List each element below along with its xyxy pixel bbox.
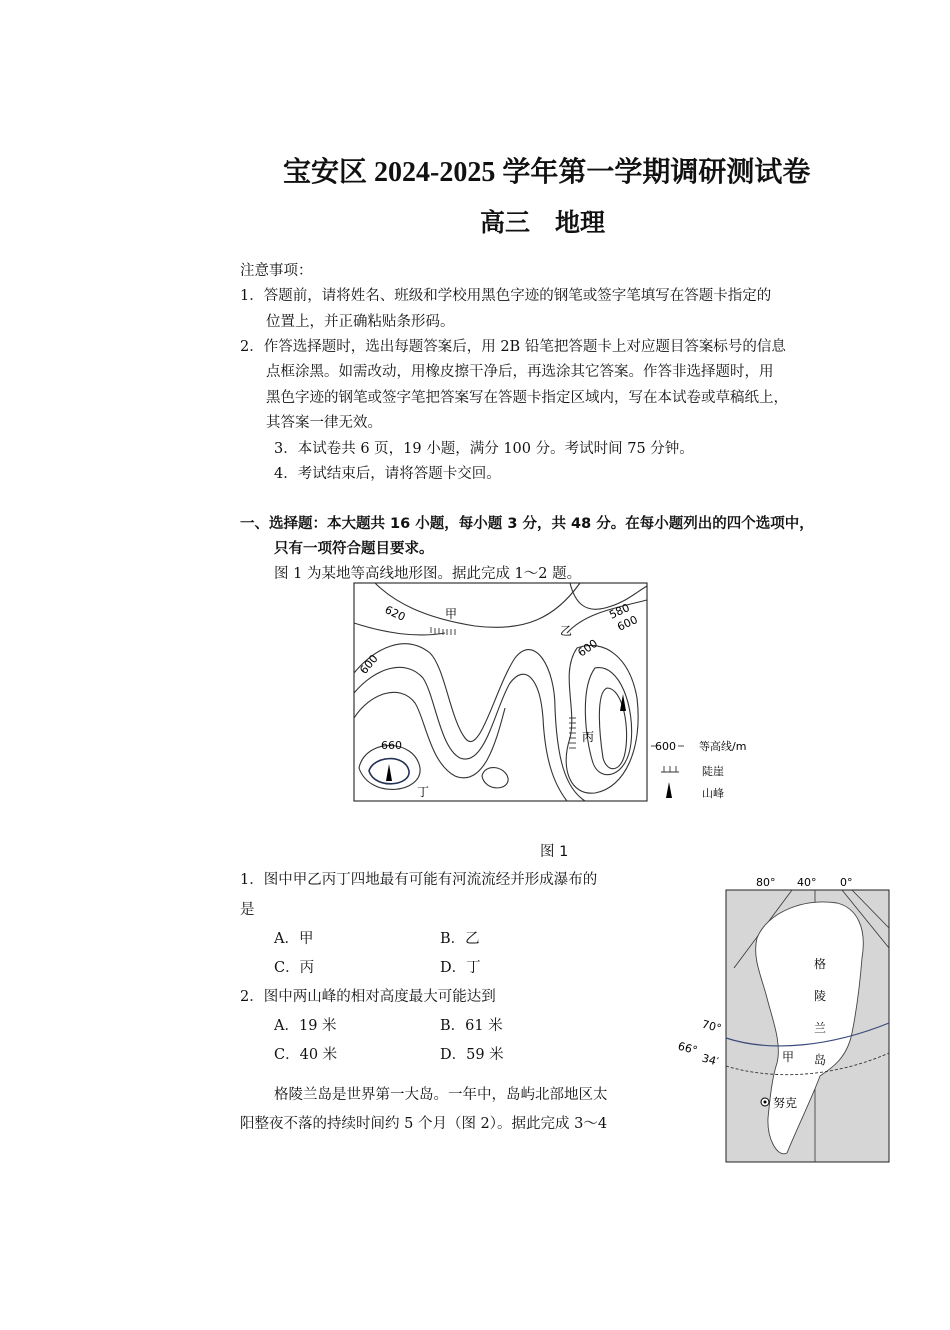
lat-label-66-minutes: 34′	[700, 1051, 720, 1069]
section-heading: 只有一项符合题目要求。	[274, 541, 434, 557]
q1-stem: 1．图中甲乙丙丁四地最有可能有河流流经并形成瀑布的	[240, 872, 598, 888]
place-label-yi: 乙	[560, 624, 573, 638]
contour-label-580: 580	[607, 601, 632, 622]
legend-peak-label: 山峰	[702, 787, 724, 800]
q2-stem: 2．图中两山峰的相对高度最大可能达到	[240, 989, 496, 1005]
island-name-char: 陵	[814, 989, 827, 1003]
contour-label-600-right: 600	[575, 636, 601, 660]
legend-cliff-label: 陡崖	[702, 765, 724, 778]
island-name-char: 兰	[814, 1021, 827, 1035]
exam-subtitle: 高三 地理	[480, 208, 606, 237]
place-label-ding: 丁	[417, 785, 430, 799]
island-name-char: 格	[814, 957, 827, 971]
city-label-nuuk: 努克	[773, 1096, 798, 1110]
legend-contour-label: 等高线/m	[699, 740, 747, 753]
lat-label-70: 70°	[700, 1017, 723, 1036]
notice-line: 点框涂黑。如需改动，用橡皮擦干净后，再选涂其它答案。作答非选择题时，用	[266, 364, 774, 380]
legend-peak-icon	[666, 782, 672, 798]
q1-option-b[interactable]: B．乙	[440, 931, 480, 947]
figure1-caption: 图 1	[540, 844, 569, 860]
notice-line: 4．考试结束后，请将答题卡交回。	[274, 466, 501, 482]
q2-option-c[interactable]: C．40 米	[274, 1047, 338, 1063]
notice-line: 2．作答选择题时，选出每题答案后，用 2B 铅笔把答题卡上对应题目答案标号的信息	[240, 339, 786, 355]
q1-option-c[interactable]: C．丙	[274, 960, 315, 976]
notice-line: 3．本试卷共 6 页，19 小题，满分 100 分。考试时间 75 分钟。	[274, 441, 694, 457]
notice-line: 黑色字迹的钢笔或签字笔把答案写在答题卡指定区域内，写在本试卷或草稿纸上，	[266, 390, 788, 406]
contour-label-620: 620	[382, 603, 408, 624]
passage-line: 阳整夜不落的持续时间约 5 个月（图 2）。据此完成 3～4	[240, 1116, 608, 1132]
figure1-intro: 图 1 为某地等高线地形图。据此完成 1～2 题。	[274, 566, 582, 582]
lon-label-0: 0°	[840, 876, 853, 889]
figure2-greenland-map	[672, 868, 898, 1168]
q1-option-d[interactable]: D．丁	[440, 960, 481, 976]
lon-label-40: 40°	[797, 876, 817, 889]
q2-option-b[interactable]: B．61 米	[440, 1018, 503, 1034]
notice-line: 1．答题前，请将姓名、班级和学校用黑色字迹的钢笔或签字笔填写在答题卡指定的	[240, 288, 772, 304]
notice-line: 位置上，并正确粘贴条形码。	[266, 314, 455, 330]
legend-cliff-icon	[661, 766, 679, 772]
q2-option-a[interactable]: A．19 米	[274, 1018, 337, 1034]
figure1-contour-map	[345, 578, 765, 810]
notice-line: 其答案一律无效。	[266, 415, 382, 431]
island-name-char: 岛	[814, 1053, 827, 1067]
place-label-bing: 丙	[582, 730, 595, 744]
lon-label-80: 80°	[756, 876, 776, 889]
peak-marker-left	[386, 764, 392, 781]
place-label-jia-map2: 甲	[782, 1050, 795, 1064]
notice-heading: 注意事项：	[240, 263, 313, 279]
contour-label-600: 600	[357, 652, 381, 677]
passage-line: 格陵兰岛是世界第一大岛。一年中，岛屿北部地区太	[274, 1087, 608, 1103]
q2-option-d[interactable]: D．59 米	[440, 1047, 504, 1063]
legend-contour-sample: 600	[655, 740, 676, 753]
exam-title: 宝安区 2024-2025 学年第一学期调研测试卷	[283, 157, 811, 188]
contour-label-660: 660	[381, 739, 402, 752]
lat-label-66: 66°	[676, 1039, 699, 1058]
contour-label-600-top: 600	[615, 613, 640, 634]
q1-stem-cont: 是	[240, 902, 255, 918]
place-label-jia: 甲	[445, 607, 458, 621]
q1-option-a[interactable]: A．甲	[274, 931, 314, 947]
section-heading: 一、选择题：本大题共 16 小题，每小题 3 分，共 48 分。在每小题列出的四个选项中，	[240, 516, 814, 532]
